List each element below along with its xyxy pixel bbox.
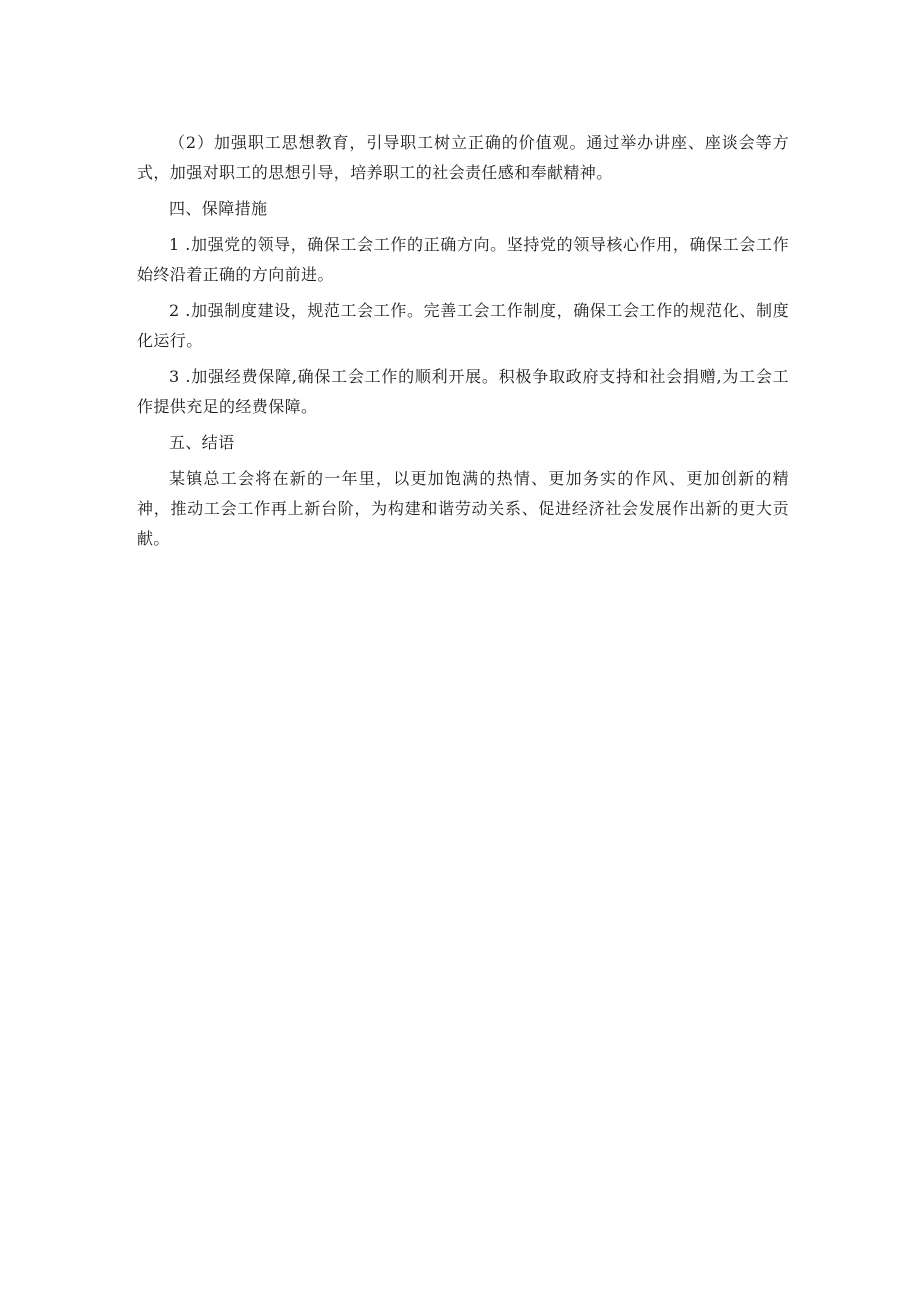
paragraph-party-leadership: 1 .加强党的领导，确保工会工作的正确方向。坚持党的领导核心作用，确保工会工作始终沿着正确的方向前进。	[137, 235, 789, 284]
paragraph-system-building: 2 .加强制度建设，规范工会工作。完善工会工作制度，确保工会工作的规范化、制度化运行。	[137, 301, 789, 350]
paragraph-funding-guarantee: 3 .加强经费保障,确保工会工作的顺利开展。积极争取政府支持和社会捐赠,为工会工作提供充足的经费保障。	[137, 367, 789, 416]
section-heading-safeguards: 四、保障措施	[169, 199, 268, 218]
section-heading-conclusion: 五、结语	[169, 433, 235, 452]
paragraph-ideological-education: （2）加强职工思想教育，引导职工树立正确的价值观。通过举办讲座、座谈会等方式，加强对职工的思想引导，培养职工的社会责任感和奉献精神。	[137, 133, 789, 182]
document-body	[137, 128, 789, 560]
paragraph-conclusion: 某镇总工会将在新的一年里，以更加饱满的热情、更加务实的作风、更加创新的精神，推动工会工作再上新台阶，为构建和谐劳动关系、促进经济社会发展作出新的更大贡献。	[137, 469, 789, 548]
